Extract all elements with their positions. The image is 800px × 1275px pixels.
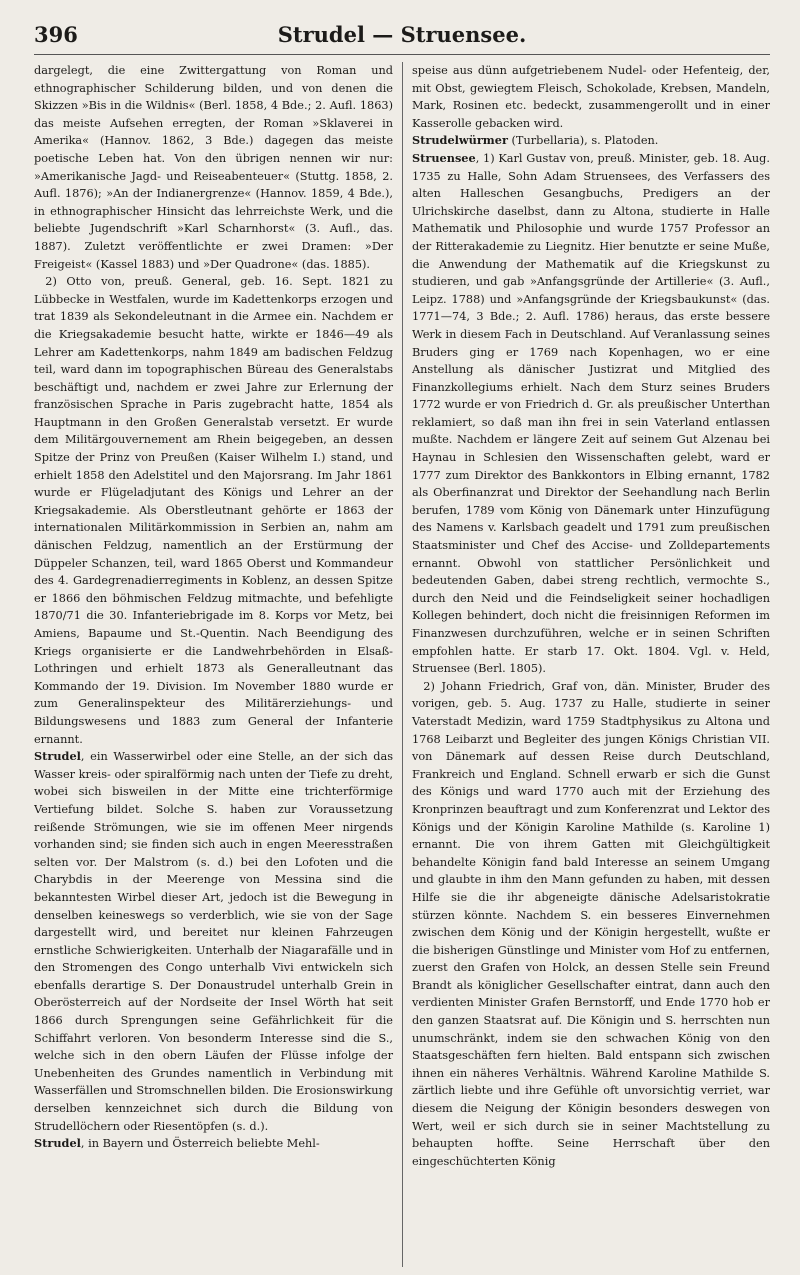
lemma: Strudel <box>34 749 81 764</box>
paragraph: dargelegt, die eine Zwittergattung von Roman und ethnographischer Schilderung bilden, und von denen die Skizzen »Bis in die Wildnis« (Berl. 1858, 4 Bde.; 2. Aufl. 1863) das meiste Aufsehen erregten, der Roman »Sklaverei in Amerika« (Hannov. 1862, 3 Bde.) dagegen das meiste poetische Leben hat. Von den übrigen nennen wir nur: »Amerikanische Jagd- und Reiseabenteuer« (Stuttg. 1858, 2. Aufl. 1876); »An der Indianergrenze« (Hannov. 1859, 4 Bde.), in ethnographischer Hinsicht das lehrreichste Werk, und die beliebte Jugendschrift »Karl Scharnhorst« (3. Aufl., das. 1887). Zuletzt veröffentlichte er zwei Dramen: »Der Freigeist« (Kassel 1883) und »Der Quadrone« (das. 1885). <box>34 64 393 271</box>
page-header <box>34 20 770 55</box>
text-columns <box>34 62 770 1267</box>
lemma: Strudel <box>34 1136 81 1151</box>
entry-strudelwuermer: Strudelwürmer (Turbellaria), s. Platoden. <box>412 133 659 148</box>
right-column <box>402 62 770 1267</box>
lemma: Struensee <box>412 150 476 165</box>
paragraph: 2) Johann Friedrich, Graf von, dän. Minister, Bruder des vorigen, geb. 5. Aug. 1737 zu Halle, studierte in seiner Vaterstadt Medizin, ward 1759 Stadtphysikus zu Altona und 1768 Leibarzt und Begleiter des jungen Königs Christian VII. von Dänemark auf dessen Reise durch Deutschland, Frankreich und England. Schnell erwarb er sich die Gunst des Königs und ward 1770 auch mit der Erziehung des Kronprinzen beauftragt und zum Konferenzrat und Lektor des Königs und der Königin Karoline Mathilde (s. Karoline 1) ernannt. Die von ihrem Gatten mit Gleichgültigkeit behandelte Königin fand bald Interesse an seinem Umgang und glaubte in ihm den Mann gefunden zu haben, mit dessen Hilfe sie die ihr abgeneigte dänische Adelsaristokratie stürzen könnte. Nachdem S. ein besseres Einvernehmen zwischen dem König und der Königin hergestellt, wußte er die bisherigen Günstlinge und Minister vom Hof zu entfernen, zuerst den Grafen von Holck, an dessen Stelle sein Freund Brandt als königlicher Gesellschafter eintrat, dann auch den verdienten Minister Grafen Bernstorff, und Ende 1770 hob er den ganzen Staatsrat auf. Die Königin und S. herrschten nun unumschränkt, indem sie den schwachen König von den Staatsgeschäften fern hielten. Bald entspann sich zwischen ihnen ein näheres Verhältnis. Während Karoline Mathilde S. zärtlich liebte und ihre Gefühle oft unvorsichtig verriet, war diesem die Neigung der Königin besonders deswegen von Wert, weil er sich durch sie in seiner Machtstellung zu behaupten hoffte. Seine Herrschaft über den eingeschüchterten König <box>412 679 770 1168</box>
entry-struensee: Struensee, 1) Karl Gustav von, preuß. Minister, geb. 18. Aug. 1735 zu Halle, Sohn Adam Struensees, des Verfassers des alten Halleschen Gesangbuchs, Predigers an der Ulrichskirche daselbst, dann zu Altona, studierte in Halle Mathematik und Philosophie und wurde 1757 Professor an der Ritterakademie zu Liegnitz. Hier benutzte er seine Muße, die Anwendung der Mathematik auf die Kriegskunst zu studieren, und gab »Anfangsgründe der Artillerie« (3. Aufl., Leipz. 1788) und »Anfangsgründe der Kriegsbaukunst« (das. 1771—74, 3 Bde.; 2. Aufl. 1786) heraus, das erste bessere Werk in diesem Fach in Deutschland. Auf Veranlassung seines Bruders ging er 1769 nach Kopenhagen, wo er eine Anstellung als dänischer Justizrat und Mitglied des Finanzkollegiums erhielt. Nach dem Sturz seines Bruders 1772 wurde er von Friedrich d. Gr. als preußischer Unterthan reklamiert, so daß man ihn frei in sein Vaterland entlassen mußte. Nachdem er längere Zeit auf seinem Gut Alzenau bei Haynau in Schlesien den Wissenschaften gelebt, ward er 1777 zum Direktor des Bankkontors in Elbing ernannt, 1782 als Oberfinanzrat und Direktor der Seehandlung nach Berlin berufen, 1789 vom König von Dänemark unter Hinzufügung des Namens v. Karlsbach geadelt und 1791 zum preußischen Staatsminister und Chef des Accise- und Zolldepartements ernannt. Obwohl von stattlicher Persönlichkeit und bedeutenden Gaben, dabei streng rechtlich, vermochte S., durch den Neid und die Feindseligkeit seiner hochadligen Kollegen behindert, doch nicht die freisinnigen Reformen im Finanzwesen durchzuführen, welche er in seinen Schriften empfohlen hatte. Er starb 17. Okt. 1804. Vgl. v. Held, Struensee (Berl. 1805). <box>412 150 770 676</box>
left-column <box>34 62 402 1267</box>
running-head: Strudel — Struensee. <box>277 22 527 47</box>
lemma: Strudelwürmer <box>412 133 508 148</box>
entry-strudel: Strudel, ein Wasserwirbel oder eine Stelle, an der sich das Wasser kreis- oder spiralförmig nach unten der Tiefe zu dreht, wobei sich bisweilen in der Mitte eine trichterförmige Vertiefung bildet. Solche S. haben zur Voraussetzung reißende Strömungen, wie sie im offenen Meer nirgends vorhanden sind; sie finden sich auch in engen Meeresstraßen selten vor. Der Malstrom (s. d.) bei den Lofoten und die Charybdis in der Meerenge von Messina sind die bekanntesten Wirbel dieser Art, jedoch ist die Bewegung in denselben keineswegs so verderblich, wie sie von der Sage dargestellt wird, und bereitet nur kleinen Fahrzeugen ernstliche Schwierigkeiten. Unterhalb der Niagarafälle und in den Stromengen des Congo unterhalb Vivi entwickeln sich ebenfalls derartige S. Der Donaustrudel unterhalb Grein in Oberösterreich auf der Nordseite der Insel Wörth hat seit 1866 durch Sprengungen seine Gefährlichkeit für die Schiffahrt verloren. Von besonderm Interesse sind die S., welche sich in den obern Läufen der Flüsse infolge der Unebenheiten des Grundes namentlich in Verbindung mit Wasserfällen und Stromschnellen bilden. Die Erosionswirkung derselben kennzeichnet sich durch die Bildung von Strudellöchern oder Riesentöpfen (s. d.). <box>34 749 393 1133</box>
paragraph: 2) Otto von, preuß. General, geb. 16. Sept. 1821 zu Lübbecke in Westfalen, wurde im Kadettenkorps erzogen und trat 1839 als Sekondeleutnant in die Armee ein. Nachdem er die Kriegsakademie besucht hatte, wirkte er 1846—49 als Lehrer am Kadettenkorps, nahm 1849 am badischen Feldzug teil, ward dann im topographischen Büreau des Generalstabs beschäftigt und, nachdem er zwei Jahre zur Erlernung der französischen Sprache in Paris zugebracht hatte, 1854 als Hauptmann in den Großen Generalstab versetzt. Er wurde dem Militärgouvernement am Rhein beigegeben, an dessen Spitze der Prinz von Preußen (Kaiser Wilhelm I.) stand, und erhielt 1858 den Adelstitel und den Majorsrang. Im Jahr 1861 wurde er Flügeladjutant des Königs und Lehrer an der Kriegsakademie. Als Oberstleutnant gehörte er 1863 der internationalen Militärkommission in Serbien an, nahm am dänischen Feldzug, namentlich an der Erstürmung der Düppeler Schanzen, teil, ward 1865 Oberst und Kommandeur des 4. Gardegrenadierregiments in Koblenz, an dessen Spitze er 1866 den böhmischen Feldzug mitmachte, und befehligte 1870/71 die 30. Infanteriebrigade im 8. Korps vor Metz, bei Amiens, Bapaume und St.-Quentin. Nach Beendigung des Kriegs organisierte er die Landwehrbehörden in Elsaß-Lothringen und erhielt 1873 als Generalleutnant das Kommando der 19. Division. Im November 1880 wurde er zum Generalinspekteur des Militärerziehungs- und Bildungswesens und 1883 zum General der Infanterie ernannt. <box>34 275 393 746</box>
paragraph: speise aus dünn aufgetriebenem Nudel- oder Hefenteig, der, mit Obst, gewiegtem Fleisch, Schokolade, Krebsen, Mandeln, Mark, Rosinen etc. bedeckt, zusammengerollt und in einer Kasserolle gebacken wird. <box>412 64 770 130</box>
entry-strudel-dish: Strudel, in Bayern und Österreich beliebte Mehl- <box>34 1136 320 1151</box>
page-number: 396 <box>34 22 78 47</box>
